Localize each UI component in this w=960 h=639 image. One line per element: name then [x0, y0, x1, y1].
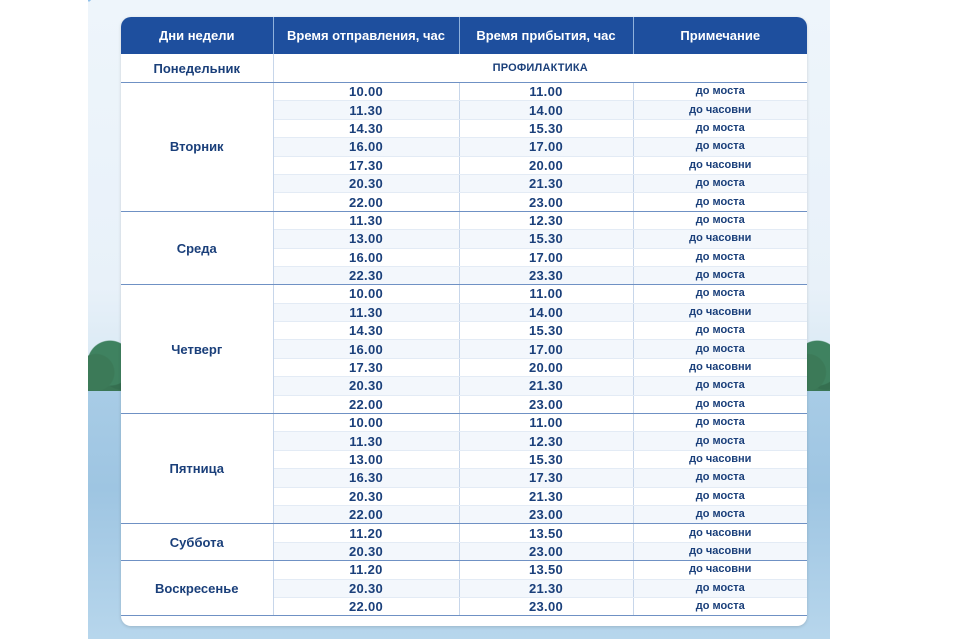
arrival-time-cell: 21.30 — [459, 487, 633, 505]
note-cell: до моста — [633, 248, 807, 266]
arrival-time-cell: 15.30 — [459, 230, 633, 248]
note-cell: до моста — [633, 414, 807, 432]
table-row — [121, 83, 807, 101]
departure-time-cell: 10.00 — [273, 414, 459, 432]
note-cell: до часовни — [633, 450, 807, 468]
departure-time-cell: 10.00 — [273, 83, 459, 101]
column-header-departure: Время отправления, час — [273, 17, 459, 54]
arrival-time-cell: 13.50 — [459, 524, 633, 542]
arrival-time-cell: 14.00 — [459, 303, 633, 321]
note-cell: до моста — [633, 395, 807, 413]
departure-time-cell: 17.30 — [273, 156, 459, 174]
note-cell: до моста — [633, 432, 807, 450]
departure-time-cell: 22.00 — [273, 597, 459, 615]
arrival-time-cell: 12.30 — [459, 211, 633, 229]
departure-time-cell: 16.00 — [273, 340, 459, 358]
note-cell: до моста — [633, 505, 807, 523]
day-cell: Среда — [121, 211, 273, 285]
arrival-time-cell: 23.30 — [459, 266, 633, 284]
note-cell: до часовни — [633, 561, 807, 579]
departure-time-cell: 20.30 — [273, 487, 459, 505]
arrival-time-cell: 11.00 — [459, 285, 633, 303]
table-row — [121, 414, 807, 432]
departure-time-cell: 13.00 — [273, 230, 459, 248]
column-header-note: Примечание — [633, 17, 807, 54]
arrival-time-cell: 20.00 — [459, 358, 633, 376]
day-cell: Воскресенье — [121, 561, 273, 616]
arrival-time-cell: 21.30 — [459, 377, 633, 395]
day-cell: Пятница — [121, 414, 273, 524]
note-cell: до моста — [633, 83, 807, 101]
arrival-time-cell: 11.00 — [459, 414, 633, 432]
table-row — [121, 524, 807, 542]
note-cell: до часовни — [633, 358, 807, 376]
day-cell: Вторник — [121, 83, 273, 212]
departure-time-cell: 20.30 — [273, 542, 459, 560]
arrival-time-cell: 23.00 — [459, 542, 633, 560]
departure-time-cell: 22.00 — [273, 395, 459, 413]
departure-time-cell: 22.30 — [273, 266, 459, 284]
day-cell: Четверг — [121, 285, 273, 414]
arrival-time-cell: 17.30 — [459, 469, 633, 487]
arrival-time-cell: 21.30 — [459, 174, 633, 192]
arrival-time-cell: 21.30 — [459, 579, 633, 597]
note-cell: до моста — [633, 119, 807, 137]
maintenance-cell: ПРОФИЛАКТИКА — [273, 54, 807, 83]
note-cell: до моста — [633, 193, 807, 211]
note-cell: до моста — [633, 266, 807, 284]
note-cell: до часовни — [633, 230, 807, 248]
departure-time-cell: 14.30 — [273, 119, 459, 137]
note-cell: до моста — [633, 174, 807, 192]
departure-time-cell: 22.00 — [273, 505, 459, 523]
note-cell: до моста — [633, 377, 807, 395]
table-row — [121, 561, 807, 579]
table-body — [121, 54, 807, 616]
departure-time-cell: 13.00 — [273, 450, 459, 468]
note-cell: до часовни — [633, 524, 807, 542]
table-header — [121, 17, 807, 54]
arrival-time-cell: 23.00 — [459, 193, 633, 211]
note-cell: до моста — [633, 285, 807, 303]
arrival-time-cell: 12.30 — [459, 432, 633, 450]
day-cell: Понедельник — [121, 54, 273, 83]
note-cell: до часовни — [633, 303, 807, 321]
departure-time-cell: 10.00 — [273, 285, 459, 303]
departure-time-cell: 14.30 — [273, 322, 459, 340]
arrival-time-cell: 15.30 — [459, 450, 633, 468]
departure-time-cell: 16.00 — [273, 138, 459, 156]
departure-time-cell: 20.30 — [273, 377, 459, 395]
schedule-table — [121, 17, 807, 616]
note-cell: до моста — [633, 579, 807, 597]
arrival-time-cell: 23.00 — [459, 597, 633, 615]
note-cell: до часовни — [633, 542, 807, 560]
table-row — [121, 54, 807, 83]
note-cell: до моста — [633, 340, 807, 358]
arrival-time-cell: 11.00 — [459, 83, 633, 101]
day-cell: Суббота — [121, 524, 273, 561]
departure-time-cell: 16.00 — [273, 248, 459, 266]
table-row — [121, 285, 807, 303]
arrival-time-cell: 17.00 — [459, 340, 633, 358]
arrival-time-cell: 15.30 — [459, 322, 633, 340]
departure-time-cell: 11.20 — [273, 561, 459, 579]
departure-time-cell: 16.30 — [273, 469, 459, 487]
schedule-card — [121, 17, 807, 626]
departure-time-cell: 20.30 — [273, 579, 459, 597]
arrival-time-cell: 15.30 — [459, 119, 633, 137]
note-cell: до моста — [633, 211, 807, 229]
departure-time-cell: 11.30 — [273, 303, 459, 321]
column-header-day: Дни недели — [121, 17, 273, 54]
table-row — [121, 211, 807, 229]
note-cell: до моста — [633, 322, 807, 340]
arrival-time-cell: 13.50 — [459, 561, 633, 579]
departure-time-cell: 22.00 — [273, 193, 459, 211]
note-cell: до моста — [633, 487, 807, 505]
note-cell: до моста — [633, 597, 807, 615]
arrival-time-cell: 23.00 — [459, 505, 633, 523]
departure-time-cell: 11.30 — [273, 101, 459, 119]
arrival-time-cell: 23.00 — [459, 395, 633, 413]
arrival-time-cell: 17.00 — [459, 138, 633, 156]
departure-time-cell: 11.30 — [273, 211, 459, 229]
arrival-time-cell: 17.00 — [459, 248, 633, 266]
departure-time-cell: 17.30 — [273, 358, 459, 376]
arrival-time-cell: 20.00 — [459, 156, 633, 174]
note-cell: до моста — [633, 469, 807, 487]
column-header-arrival: Время прибытия, час — [459, 17, 633, 54]
arrival-time-cell: 14.00 — [459, 101, 633, 119]
departure-time-cell: 20.30 — [273, 174, 459, 192]
departure-time-cell: 11.30 — [273, 432, 459, 450]
note-cell: до часовни — [633, 101, 807, 119]
note-cell: до моста — [633, 138, 807, 156]
note-cell: до часовни — [633, 156, 807, 174]
departure-time-cell: 11.20 — [273, 524, 459, 542]
